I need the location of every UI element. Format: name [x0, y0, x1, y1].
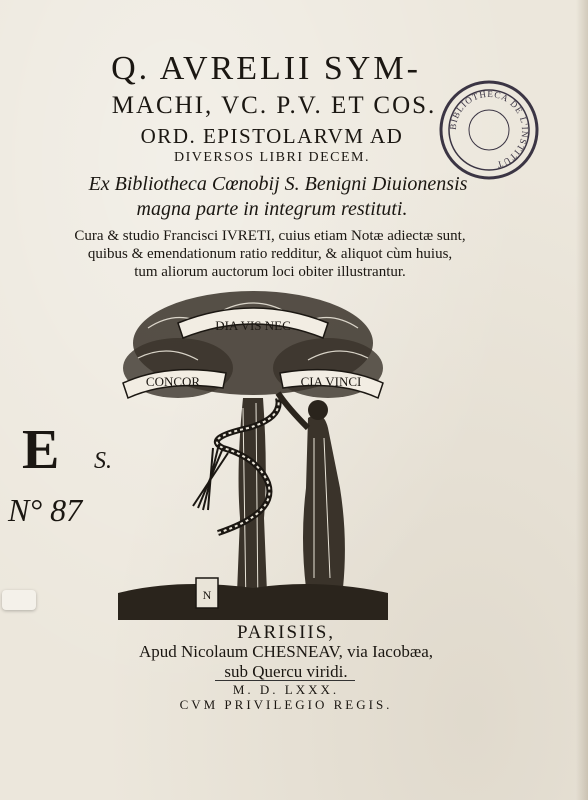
title-line-1: Q. AVRELII SYM- — [111, 50, 421, 87]
banner-left-text: CONCOR — [145, 374, 201, 389]
standing-figure-icon — [278, 393, 345, 588]
arrows-bundle-icon — [193, 448, 228, 510]
title-line-3: ORD. EPISTOLARVM AD — [140, 124, 404, 148]
body-line-1: Cura & studio Francisci IVRETI, cuius etiam Notæ adiectæ sunt, — [74, 228, 466, 244]
shelfmark-letter: E — [22, 419, 60, 481]
printers-device-woodcut — [118, 288, 388, 620]
title-line-4: DIVERSOS LIBRI DECEM. — [173, 150, 370, 165]
imprint-printer: Apud Nicolaum CHESNEAV, via Iacobæa, — [138, 642, 433, 661]
stamp-text: BIBLIOTHECA DE L'INSTITUT — [447, 88, 531, 171]
subtitle-line-2: magna parte in integrum restituti. — [136, 198, 408, 220]
privilege-line: CVM PRIVILEGIO REGIS. — [179, 697, 393, 712]
body-line-2: quibus & emendationum ratio redditur, & aliquot cùm huius, — [87, 246, 453, 262]
banner-right-text: CIA VINCI — [300, 374, 362, 389]
shelfmark-s: S. — [94, 448, 112, 474]
title-line-2: MACHI, VC. P.V. ET COS. — [111, 92, 437, 119]
body-line-3: tum aliorum auctorum loci obiter illustrantur. — [134, 264, 406, 280]
imprint-address: sub Quercu viridi. — [224, 662, 348, 681]
imprint-city: PARISIIS, — [236, 622, 336, 643]
svg-text:N: N — [202, 588, 212, 602]
library-stamp-icon — [437, 78, 542, 183]
imprint-date: M. D. LXXX. — [232, 682, 340, 697]
shelfmark-number: N° 87 — [8, 492, 83, 528]
banner-top-text: DIA VIS NEC — [215, 318, 291, 333]
paper-tab — [2, 590, 36, 610]
subtitle-line-1: Ex Bibliotheca Cœnobij S. Benigni Diuionensis — [88, 173, 468, 195]
imprint-rule — [215, 680, 355, 681]
